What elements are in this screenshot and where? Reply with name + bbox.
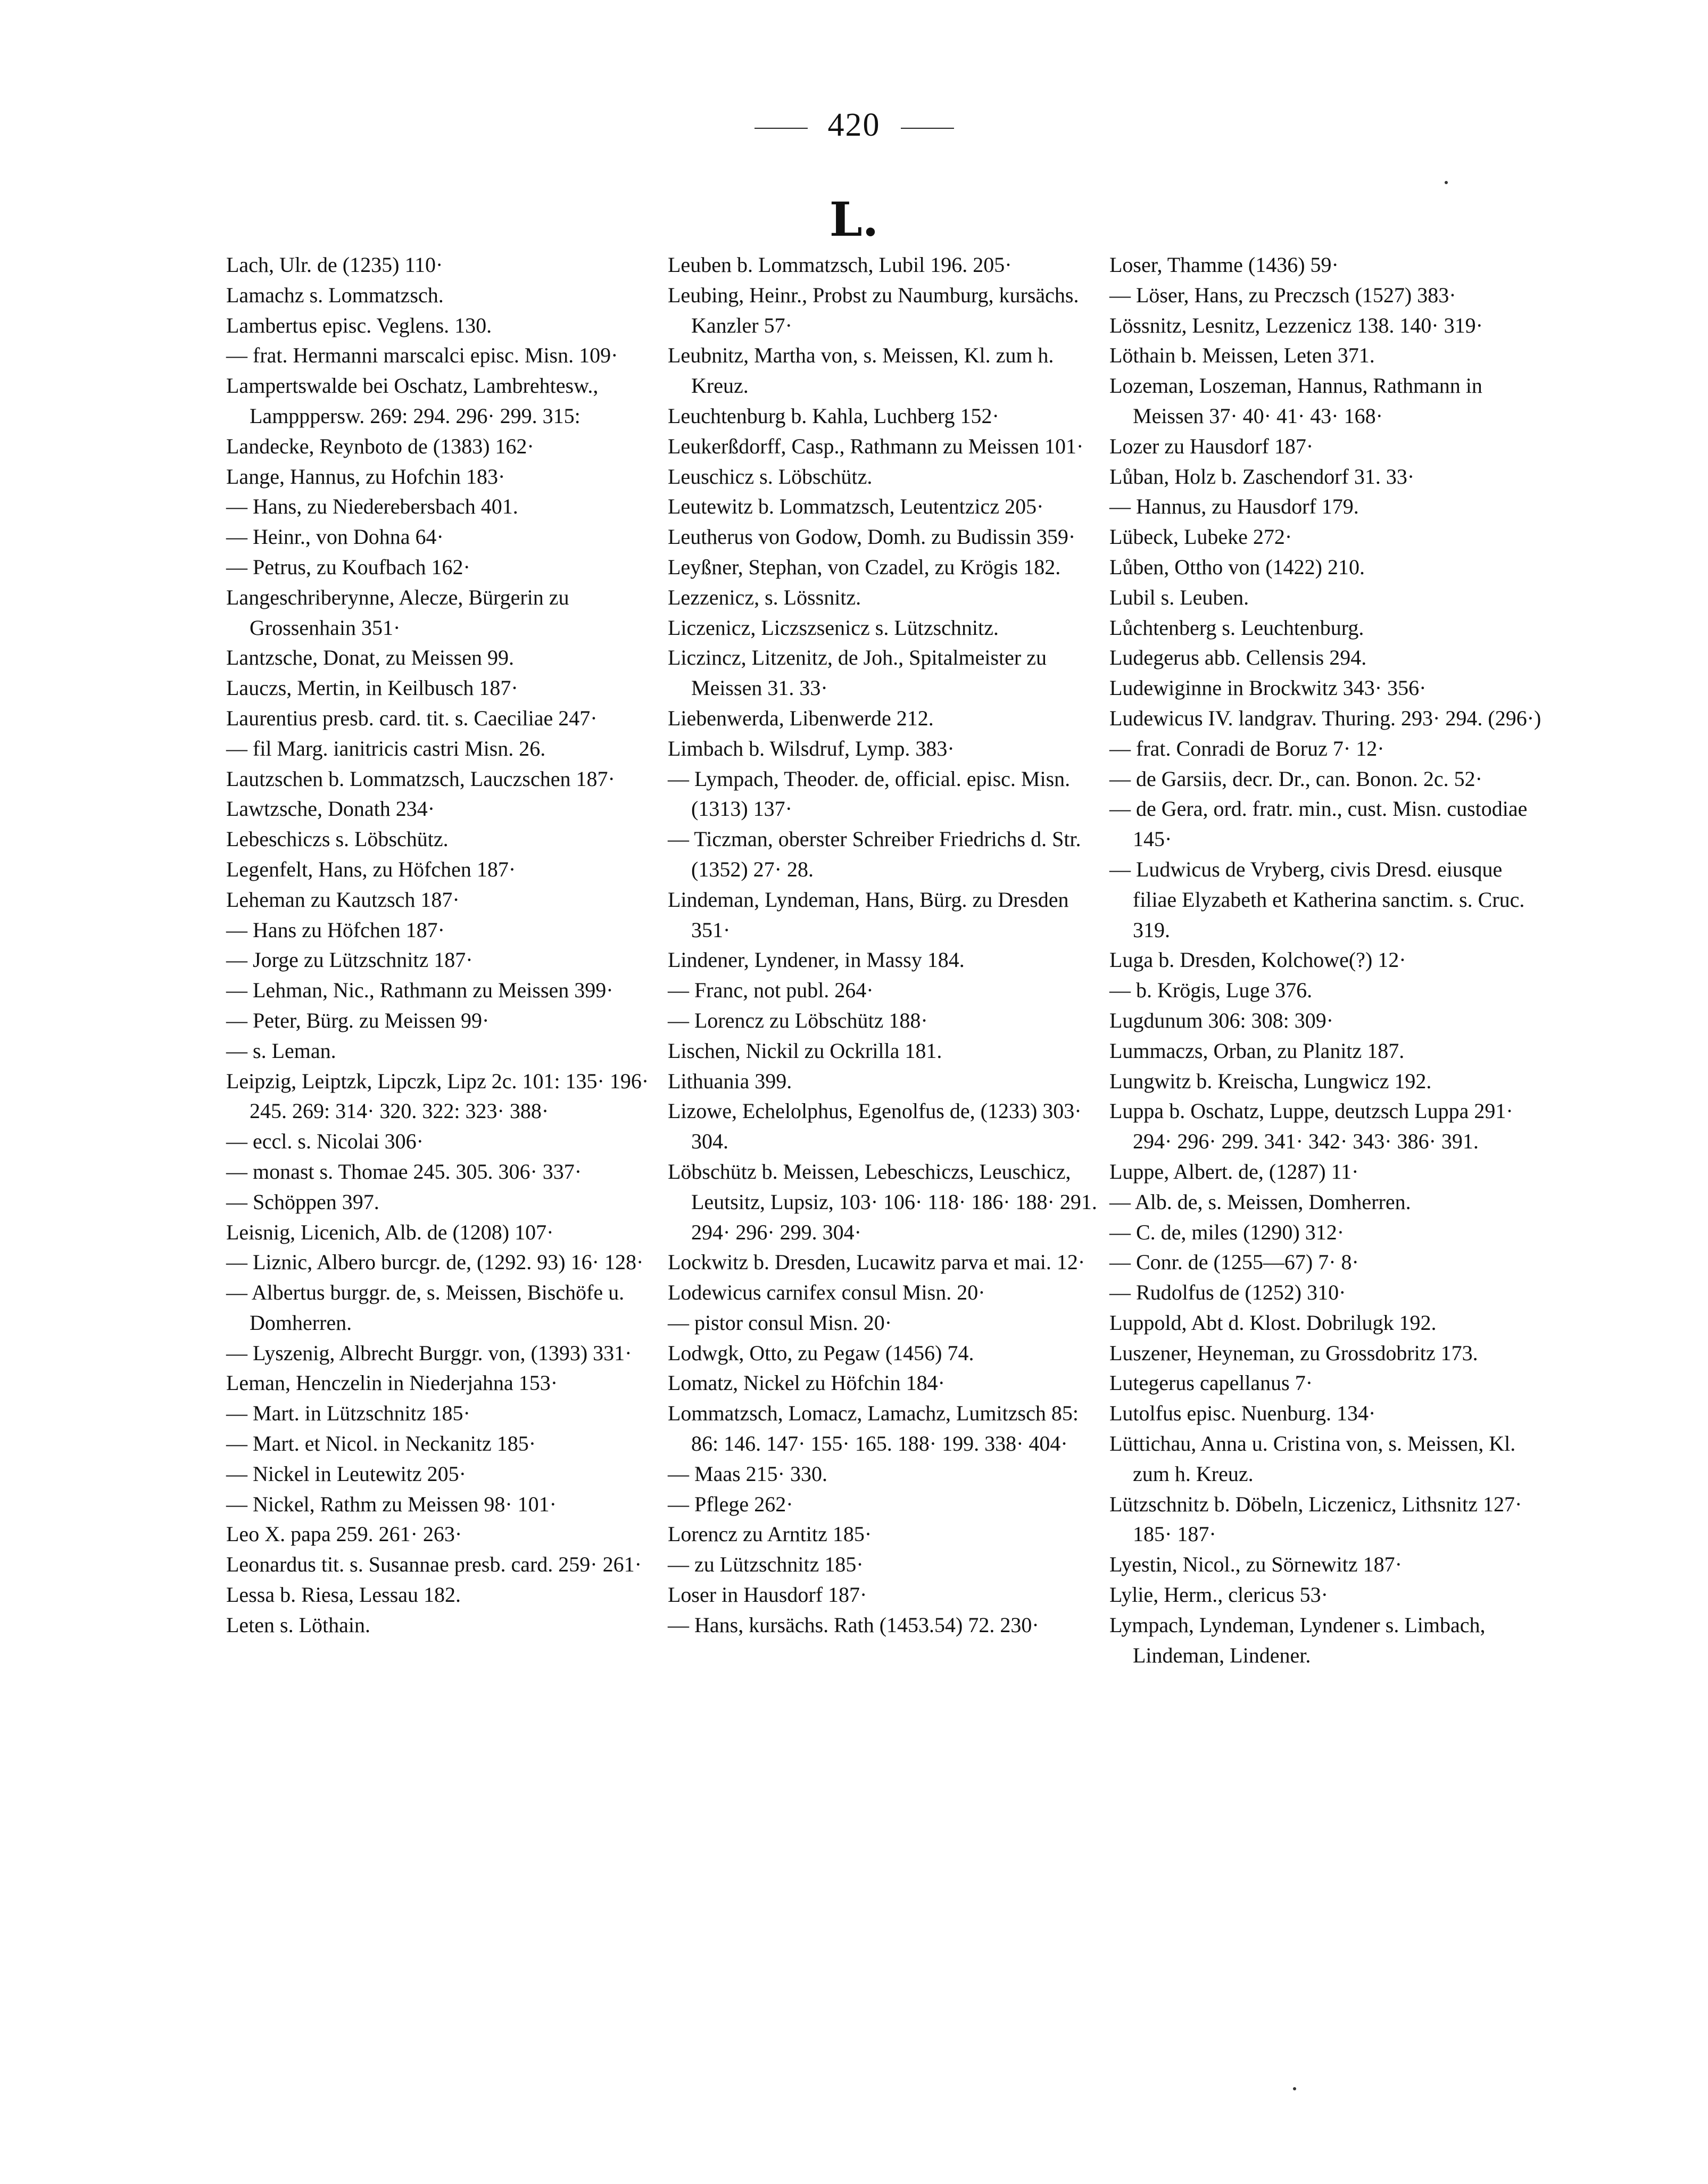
index-entry: Lawtzsche, Donath 234· xyxy=(226,797,435,821)
index-entry: Lampertswalde bei Oschatz, Lambrehtesw., Lampppersw. 269: 294. 296· 299. 315: xyxy=(226,374,599,428)
index-entry: Luszener, Heyneman, zu Grossdobritz 173. xyxy=(1109,1341,1478,1365)
index-entry: Lindener, Lyndener, in Massy 184. xyxy=(668,948,965,972)
index-entry: Lodewicus carnifex consul Misn. 20· xyxy=(668,1280,985,1305)
index-entry: Lambertus episc. Veglens. 130. xyxy=(226,313,492,337)
index-entry: Leuchtenburg b. Kahla, Luchberg 152· xyxy=(668,403,999,428)
index-entry: Lange, Hannus, zu Hofchin 183· xyxy=(226,464,505,489)
index-entry: Legenfelt, Hans, zu Höfchen 187· xyxy=(226,857,516,881)
index-entry: Leo X. papa 259. 261· 263· xyxy=(226,1522,462,1546)
index-entry: Löbschütz b. Meissen, Lebeschiczs, Leuschicz, Leutsitz, Lupsiz, 103· 106· 118· 186· 188· 291. 294· 296· 299. 304· xyxy=(668,1159,1097,1244)
index-entry: — C. de, miles (1290) 312· xyxy=(1109,1220,1345,1244)
index-entry: — Nickel in Leutewitz 205· xyxy=(226,1461,466,1486)
index-entry: — Maas 215· 330. xyxy=(668,1461,827,1486)
index-entry: — Franc, not publ. 264· xyxy=(668,978,874,1003)
index-entry: — fil Marg. ianitricis castri Misn. 26. xyxy=(226,736,546,760)
index-entry: — monast s. Thomae 245. 305. 306· 337· xyxy=(226,1159,582,1184)
index-entry: — Löser, Hans, zu Preczsch (1527) 383· xyxy=(1109,283,1456,307)
index-entry: Lindeman, Lyndeman, Hans, Bürg. zu Dresden 351· xyxy=(668,887,1069,942)
index-entry: Leipzig, Leiptzk, Lipczk, Lipz 2c. 101: 135· 196· 245. 269: 314· 320. 322: 323· 388· xyxy=(226,1069,649,1123)
index-entry: — Schöppen 397. xyxy=(226,1189,379,1214)
index-column-3 xyxy=(1109,250,1551,1670)
index-entry: — Lympach, Theoder. de, official. episc. Misn. (1313) 137· xyxy=(668,766,1071,821)
index-entry: Löthain b. Meissen, Leten 371. xyxy=(1109,343,1375,368)
index-entry: — b. Krögis, Luge 376. xyxy=(1109,978,1313,1003)
index-entry: — Pflege 262· xyxy=(668,1492,793,1516)
index-entry: — Ludwicus de Vryberg, civis Dresd. eiusque filiae Elyzabeth et Katherina sanctim. s. Cruc. 319. xyxy=(1109,857,1525,942)
index-entry: Lyestin, Nicol., zu Sörnewitz 187· xyxy=(1109,1552,1402,1577)
index-entry: Lůchtenberg s. Leuchtenburg. xyxy=(1109,615,1364,640)
index-entry: Lozeman, Loszeman, Hannus, Rathmann in Meissen 37· 40· 41· 43· 168· xyxy=(1109,374,1482,428)
index-entry: Lorencz zu Arntitz 185· xyxy=(668,1522,872,1546)
index-entry: Ludegerus abb. Cellensis 294. xyxy=(1109,646,1367,670)
index-entry: Limbach b. Wilsdruf, Lymp. 383· xyxy=(668,736,955,760)
index-entry: — frat. Hermanni marscalci episc. Misn. 109· xyxy=(226,343,618,368)
page-header xyxy=(0,106,1708,144)
index-entry: Lauczs, Mertin, in Keilbusch 187· xyxy=(226,676,518,700)
index-entry: — Lehman, Nic., Rathmann zu Meissen 399· xyxy=(226,978,613,1003)
index-entry: Ludewiginne in Brockwitz 343· 356· xyxy=(1109,676,1427,700)
index-entry: — zu Lützschnitz 185· xyxy=(668,1552,864,1577)
index-entry: Luga b. Dresden, Kolchowe(?) 12· xyxy=(1109,948,1406,972)
index-entry: — Hans, zu Niederebersbach 401. xyxy=(226,494,518,519)
index-entry: Lůban, Holz b. Zaschendorf 31. 33· xyxy=(1109,464,1415,489)
index-entry: Lommatzsch, Lomacz, Lamachz, Lumitzsch 85: 86: 146. 147· 155· 165. 188· 199. 338· 404· xyxy=(668,1401,1079,1456)
index-entry: — de Garsiis, decr. Dr., can. Bonon. 2c. 52· xyxy=(1109,766,1482,791)
index-entry: Leuben b. Lommatzsch, Lubil 196. 205· xyxy=(668,253,1012,277)
index-entry: Lummaczs, Orban, zu Planitz 187. xyxy=(1109,1038,1405,1063)
index-entry: Langeschriberynne, Alecze, Bürgerin zu Grossenhain 351· xyxy=(226,585,569,640)
index-entry: Lodwgk, Otto, zu Pegaw (1456) 74. xyxy=(668,1341,974,1365)
index-entry: Loser, Thamme (1436) 59· xyxy=(1109,253,1339,277)
index-entry: Lischen, Nickil zu Ockrilla 181. xyxy=(668,1038,942,1063)
index-entry: — Alb. de, s. Meissen, Domherren. xyxy=(1109,1189,1411,1214)
header-rule-right xyxy=(901,128,954,129)
index-entry: Leisnig, Licenich, Alb. de (1208) 107· xyxy=(226,1220,554,1244)
index-entry: — pistor consul Misn. 20· xyxy=(668,1310,892,1335)
index-entry: Leman, Henczelin in Niederjahna 153· xyxy=(226,1371,558,1395)
index-entry: — Jorge zu Lützschnitz 187· xyxy=(226,948,473,972)
index-entry: Lympach, Lyndeman, Lyndener s. Limbach, Lindeman, Lindener. xyxy=(1109,1612,1486,1667)
index-entry: Leheman zu Kautzsch 187· xyxy=(226,887,460,912)
index-entry: Laurentius presb. card. tit. s. Caeciliae 247· xyxy=(226,706,598,730)
index-entry: — Lyszenig, Albrecht Burggr. von, (1393) 331· xyxy=(226,1341,632,1365)
index-entry: — Heinr., von Dohna 64· xyxy=(226,525,444,549)
index-entry: Lockwitz b. Dresden, Lucawitz parva et mai. 12· xyxy=(668,1250,1085,1275)
index-entry: Lamachz s. Lommatzsch. xyxy=(226,283,444,307)
index-entry: Leutewitz b. Lommatzsch, Leutentzicz 205· xyxy=(668,494,1044,519)
index-entry: — Hans, kursächs. Rath (1453.54) 72. 230· xyxy=(668,1612,1039,1637)
index-entry: Leonardus tit. s. Susannae presb. card. 259· 261· xyxy=(226,1552,642,1577)
index-entry: — Ticzman, oberster Schreiber Friedrichs d. Str. (1352) 27· 28. xyxy=(668,827,1081,881)
index-entry: — Liznic, Albero burcgr. de, (1292. 93) 16· 128· xyxy=(226,1250,644,1275)
index-entry: Leubing, Heinr., Probst zu Naumburg, kursächs. Kanzler 57· xyxy=(668,283,1079,337)
index-entry: Lüttichau, Anna u. Cristina von, s. Meissen, Kl. zum h. Kreuz. xyxy=(1109,1432,1516,1486)
index-entry: — Mart. in Lützschnitz 185· xyxy=(226,1401,470,1426)
index-entry: Lutolfus episc. Nuenburg. 134· xyxy=(1109,1401,1376,1426)
page-number: 420 xyxy=(827,107,881,143)
index-entry: Leyßner, Stephan, von Czadel, zu Krögis 182. xyxy=(668,555,1061,579)
index-entry: Luppold, Abt d. Klost. Dobrilugk 192. xyxy=(1109,1310,1437,1335)
index-entry: Luppa b. Oschatz, Luppe, deutzsch Luppa 291· 294· 296· 299. 341· 342· 343· 386· 391. xyxy=(1109,1099,1513,1154)
index-entry: Lithuania 399. xyxy=(668,1069,792,1093)
index-entry: Lutegerus capellanus 7· xyxy=(1109,1371,1313,1395)
index-entry: Leubnitz, Martha von, s. Meissen, Kl. zum h. Kreuz. xyxy=(668,343,1054,398)
index-entry: Lungwitz b. Kreischa, Lungwicz 192. xyxy=(1109,1069,1432,1093)
index-entry: Lozer zu Hausdorf 187· xyxy=(1109,434,1314,458)
index-entry: Lubil s. Leuben. xyxy=(1109,585,1249,609)
index-entry: Leukerßdorff, Casp., Rathmann zu Meissen 101· xyxy=(668,434,1084,458)
index-entry: — Lorencz zu Löbschütz 188· xyxy=(668,1008,928,1032)
index-entry: — Peter, Bürg. zu Meissen 99· xyxy=(226,1008,490,1032)
index-entry: Lach, Ulr. de (1235) 110· xyxy=(226,253,443,277)
index-entry: — Nickel, Rathm zu Meissen 98· 101· xyxy=(226,1492,557,1516)
index-entry: Lübeck, Lubeke 272· xyxy=(1109,525,1292,549)
index-entry: Lebeschiczs s. Löbschütz. xyxy=(226,827,449,851)
index-entry: Lessa b. Riesa, Lessau 182. xyxy=(226,1583,461,1607)
index-entry: Lylie, Herm., clericus 53· xyxy=(1109,1583,1328,1607)
index-entry: Liebenwerda, Libenwerde 212. xyxy=(668,706,934,730)
index-entry: Luppe, Albert. de, (1287) 11· xyxy=(1109,1159,1359,1184)
index-entry: — Albertus burggr. de, s. Meissen, Bischöfe u. Domherren. xyxy=(226,1280,625,1335)
index-entry: Liczincz, Litzenitz, de Joh., Spitalmeister zu Meissen 31. 33· xyxy=(668,646,1047,700)
index-entry: Lantzsche, Donat, zu Meissen 99. xyxy=(226,646,514,670)
index-entry: Loser in Hausdorf 187· xyxy=(668,1583,867,1607)
print-speck xyxy=(1293,2087,1296,2090)
index-entry: Leten s. Löthain. xyxy=(226,1612,371,1637)
section-letter: L. xyxy=(829,192,879,247)
index-entry: Lomatz, Nickel zu Höfchin 184· xyxy=(668,1371,945,1395)
index-entry: — Rudolfus de (1252) 310· xyxy=(1109,1280,1346,1305)
index-entry: — de Gera, ord. fratr. min., cust. Misn. custodiae 145· xyxy=(1109,797,1528,851)
index-entry: Leuschicz s. Löbschütz. xyxy=(668,464,873,489)
index-entry: Lautzschen b. Lommatzsch, Lauczschen 187· xyxy=(226,766,615,791)
index-entry: Lizowe, Echelolphus, Egenolfus de, (1233) 303· 304. xyxy=(668,1099,1082,1154)
index-entry: — frat. Conradi de Boruz 7· 12· xyxy=(1109,736,1384,760)
index-entry: — Hans zu Höfchen 187· xyxy=(226,917,445,942)
index-column-2 xyxy=(668,250,1109,1641)
print-speck xyxy=(1445,181,1448,184)
index-entry: Ludewicus IV. landgrav. Thuring. 293· 294. (296·) xyxy=(1109,706,1541,730)
index-entry: Lössnitz, Lesnitz, Lezzenicz 138. 140· 319· xyxy=(1109,313,1483,337)
index-entry: — Petrus, zu Koufbach 162· xyxy=(226,555,470,579)
index-entry: — Conr. de (1255—67) 7· 8· xyxy=(1109,1250,1359,1275)
index-entry: — eccl. s. Nicolai 306· xyxy=(226,1129,424,1154)
index-entry: — Hannus, zu Hausdorf 179. xyxy=(1109,494,1359,519)
index-column-1 xyxy=(226,250,668,1641)
index-entry: Lugdunum 306: 308: 309· xyxy=(1109,1008,1334,1032)
index-entry: Landecke, Reynboto de (1383) 162· xyxy=(226,434,534,458)
index-entry: Lützschnitz b. Döbeln, Liczenicz, Lithsnitz 127· 185· 187· xyxy=(1109,1492,1522,1546)
index-entry: Lůben, Ottho von (1422) 210. xyxy=(1109,555,1365,579)
index-entry: Liczenicz, Liczszsenicz s. Lützschnitz. xyxy=(668,615,999,640)
index-entry: — Mart. et Nicol. in Neckanitz 185· xyxy=(226,1432,536,1456)
index-entry: — s. Leman. xyxy=(226,1038,336,1063)
index-entry: Lezzenicz, s. Lössnitz. xyxy=(668,585,861,609)
index-entry: Leutherus von Godow, Domh. zu Budissin 359· xyxy=(668,525,1076,549)
header-rule-left xyxy=(754,128,808,129)
